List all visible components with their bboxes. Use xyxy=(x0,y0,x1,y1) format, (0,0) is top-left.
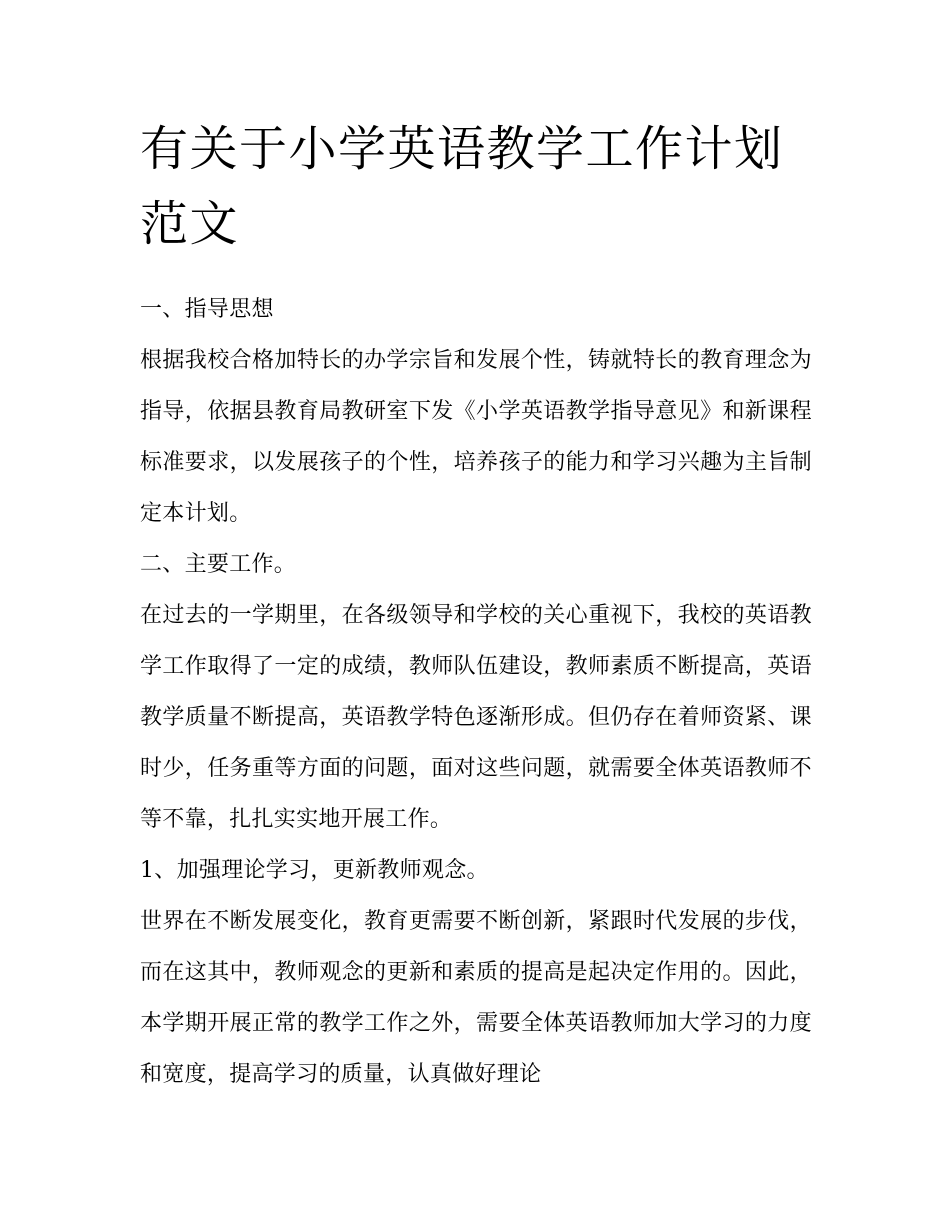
document-title: 有关于小学英语教学工作计划范文 xyxy=(140,121,784,252)
subheading-theory-study: 1、加强理论学习，更新教师观念。 xyxy=(140,858,489,883)
paragraph-main-work: 在过去的一学期里，在各级领导和学校的关心重视下，我校的英语教学工作取得了一定的成绩，教师队伍建设，教师素质不断提高，英语教学质量不断提高，英语教学特色逐渐形成。但仍存在着师资紧、课时少，任务重等方面的问题，面对这些问题，就需要全体英语教师不等不靠，扎扎实实地开展工作。 xyxy=(140,603,812,832)
section-heading-guiding-ideology: 一、指导思想 xyxy=(140,297,274,322)
paragraph-theory-study: 世界在不断发展变化，教育更需要不断创新，紧跟时代发展的步伐，而在这其中，教师观念的更新和素质的提高是起决定作用的。因此，本学期开展正常的教学工作之外，需要全体英语教师加大学习的力度和宽度，提高学习的质量，认真做好理论 xyxy=(140,909,812,1087)
document-body xyxy=(140,112,812,1100)
section-heading-main-work: 二、主要工作。 xyxy=(140,552,297,577)
paragraph-guiding-ideology: 根据我校合格加特长的办学宗旨和发展个性，铸就特长的教育理念为指导，依据县教育局教研室下发《小学英语教学指导意见》和新课程标准要求，以发展孩子的个性，培养孩子的能力和学习兴趣为主旨制定本计划。 xyxy=(140,348,812,526)
